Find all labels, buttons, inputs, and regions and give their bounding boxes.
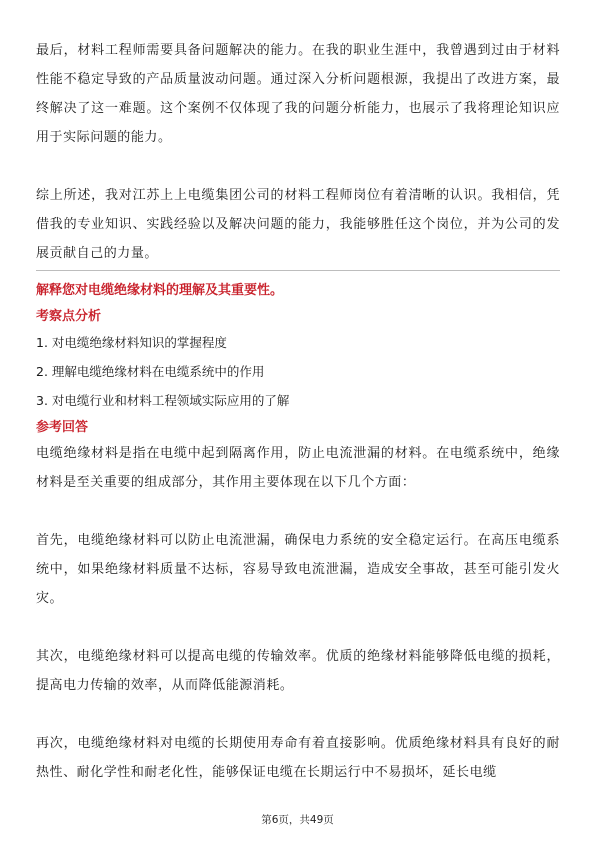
answer-paragraph: 首先，电缆绝缘材料可以防止电流泄漏，确保电力系统的安全稳定运行。在高压电缆系统中，如果绝缘材料质量不达标，容易导致电流泄漏，造成安全事故，甚至可能引发火灾。 [36, 533, 560, 606]
analysis-item: 1. 对电缆绝缘材料知识的掌握程度 [36, 335, 227, 350]
paragraph-gap [36, 497, 560, 526]
paragraph-gap [36, 613, 560, 642]
answer-paragraph: 其次，电缆绝缘材料可以提高电缆的传输效率。优质的绝缘材料能够降低电缆的损耗，提高电力传输的效率，从而降低能源消耗。 [36, 649, 560, 693]
intro-paragraph: 综上所述，我对江苏上上电缆集团公司的材料工程师岗位有着清晰的认识。我相信，凭借我的专业知识、实践经验以及解决问题的能力，我能够胜任这个岗位，并为公司的发展贡献自己的力量。 [36, 188, 560, 261]
question-heading: 解释您对电缆绝缘材料的理解及其重要性。 [36, 283, 284, 298]
section-divider [36, 270, 560, 271]
answer-paragraph: 电缆绝缘材料是指在电缆中起到隔离作用，防止电流泄漏的材料。在电缆系统中，绝缘材料是至关重要的组成部分，其作用主要体现在以下几个方面： [36, 446, 560, 490]
paragraph-gap [36, 152, 560, 181]
answer-paragraph: 再次，电缆绝缘材料对电缆的长期使用寿命有着直接影响。优质绝缘材料具有良好的耐热性、耐化学性和耐老化性，能够保证电缆在长期运行中不易损坏，延长电缆 [36, 736, 560, 780]
paragraph-gap [36, 700, 560, 729]
analysis-item: 3. 对电缆行业和材料工程领域实际应用的了解 [36, 393, 290, 408]
answer-title: 参考回答 [36, 420, 89, 435]
analysis-title: 考察点分析 [36, 309, 102, 324]
intro-paragraph: 最后，材料工程师需要具备问题解决的能力。在我的职业生涯中，我曾遇到过由于材料性能不稳定导致的产品质量波动问题。通过深入分析问题根源，我提出了改进方案，最终解决了这一难题。这个案例不仅体现了我的问题分析能力，也展示了我将理论知识应用于实际问题的能力。 [36, 43, 560, 145]
page-content [36, 36, 560, 787]
page-number-footer: 第6页，共49页 [261, 814, 334, 826]
analysis-list [36, 328, 560, 415]
analysis-item: 2. 理解电缆绝缘材料在电缆系统中的作用 [36, 364, 265, 379]
